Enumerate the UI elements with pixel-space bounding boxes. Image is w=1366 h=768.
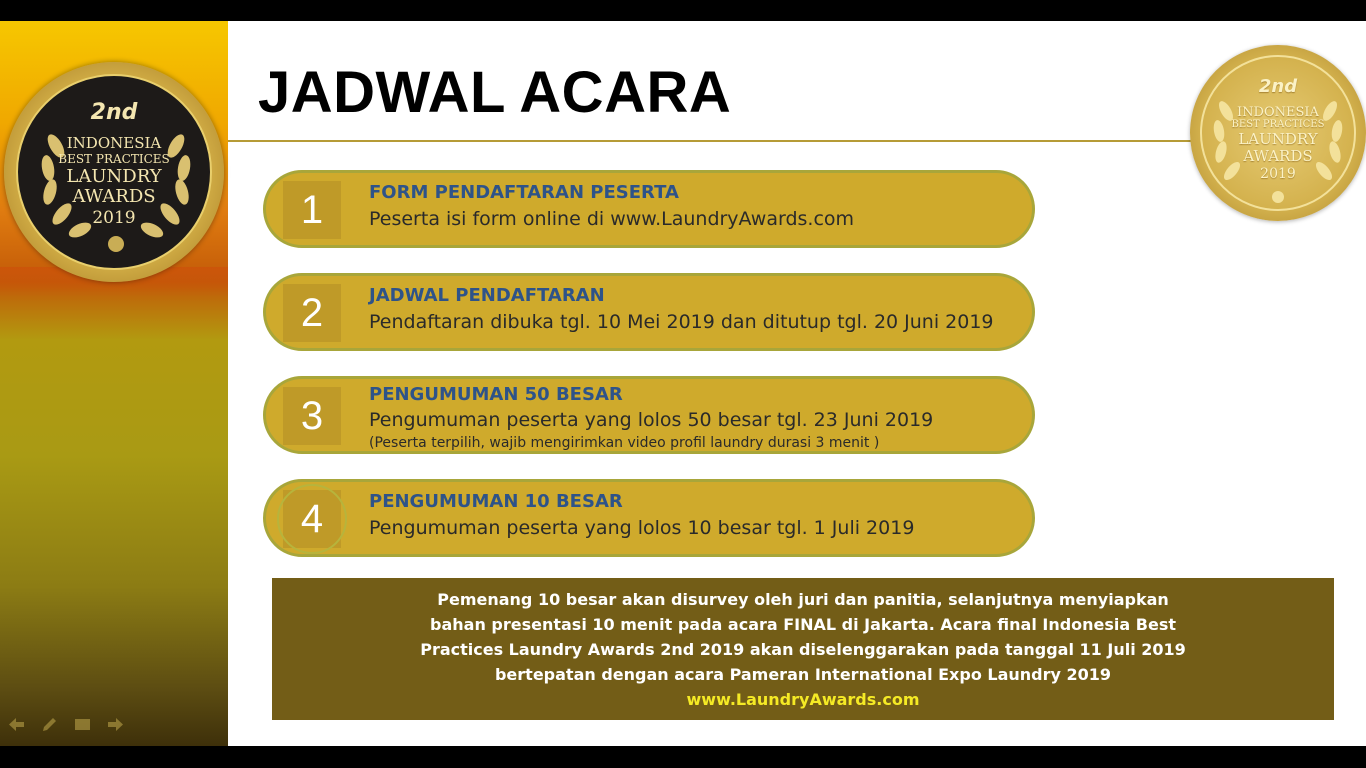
step-number: 3	[283, 387, 341, 445]
step-description: Pendaftaran dibuka tgl. 10 Mei 2019 dan ditutup tgl. 20 Juni 2019	[369, 311, 994, 333]
website-link[interactable]: www.LaundryAwards.com	[686, 690, 920, 709]
sunset-side-panel	[0, 21, 228, 746]
slideshow-nav	[8, 716, 124, 733]
slide-menu-icon[interactable]	[74, 716, 91, 733]
step-heading: PENGUMUMAN 50 BESAR	[369, 384, 623, 405]
step-description: Pengumuman peserta yang lolos 10 besar tgl. 1 Juli 2019	[369, 517, 915, 539]
step-number: 1	[283, 181, 341, 239]
step-number: 4	[283, 490, 341, 548]
schedule-step-1	[263, 170, 1035, 248]
medal-line-2: BEST PRACTICES	[1231, 119, 1325, 130]
step-number: 2	[283, 284, 341, 342]
step-note: (Peserta terpilih, wajib mengirimkan video profil laundry durasi 3 menit )	[369, 435, 880, 451]
medal-line-2: BEST PRACTICES	[58, 152, 170, 166]
medal-edition: 2nd	[90, 100, 138, 125]
final-info-box	[272, 578, 1334, 720]
step-heading: PENGUMUMAN 10 BESAR	[369, 491, 623, 512]
pen-icon[interactable]	[41, 716, 58, 733]
medal-line-3: LAUNDRY	[66, 166, 162, 187]
forward-arrow-icon[interactable]	[107, 716, 124, 733]
awards-medal-small	[1190, 45, 1366, 221]
medal-line-1: INDONESIA	[1237, 105, 1319, 120]
step-description: Peserta isi form online di www.LaundryAwards.com	[369, 208, 855, 230]
medal-line-4: AWARDS	[72, 186, 156, 207]
medal-line-1: INDONESIA	[66, 134, 162, 152]
medal-face	[16, 74, 212, 270]
page-title: JADWAL ACARA	[258, 60, 732, 125]
title-divider	[228, 140, 1192, 142]
back-arrow-icon[interactable]	[8, 716, 25, 733]
final-info-text: Pemenang 10 besar akan disurvey oleh juri dan panitia, selanjutnya menyiapkan bahan presentasi 10 menit pada acara FINAL di Jakarta. Acara final Indonesia Best Practices Laundry Awards 2nd 2019 akan diselenggarakan pada tanggal 11 Juli 2019 bertepatan dengan acara Pameran International Expo Laundry 2019	[420, 590, 1186, 684]
schedule-step-2	[263, 273, 1035, 351]
medal-year: 2019	[1260, 166, 1296, 182]
awards-medal-large	[4, 62, 224, 282]
medal-line-4: AWARDS	[1243, 147, 1313, 165]
step-description: Pengumuman peserta yang lolos 50 besar tgl. 23 Juni 2019	[369, 409, 934, 431]
step-heading: FORM PENDAFTARAN PESERTA	[369, 182, 679, 203]
schedule-step-4	[263, 479, 1035, 557]
schedule-step-3	[263, 376, 1035, 454]
slide	[0, 21, 1366, 746]
medal-year: 2019	[92, 208, 136, 228]
medal-edition: 2nd	[1258, 76, 1298, 97]
medal-line-3: LAUNDRY	[1238, 130, 1318, 148]
step-heading: JADWAL PENDAFTARAN	[369, 285, 605, 306]
